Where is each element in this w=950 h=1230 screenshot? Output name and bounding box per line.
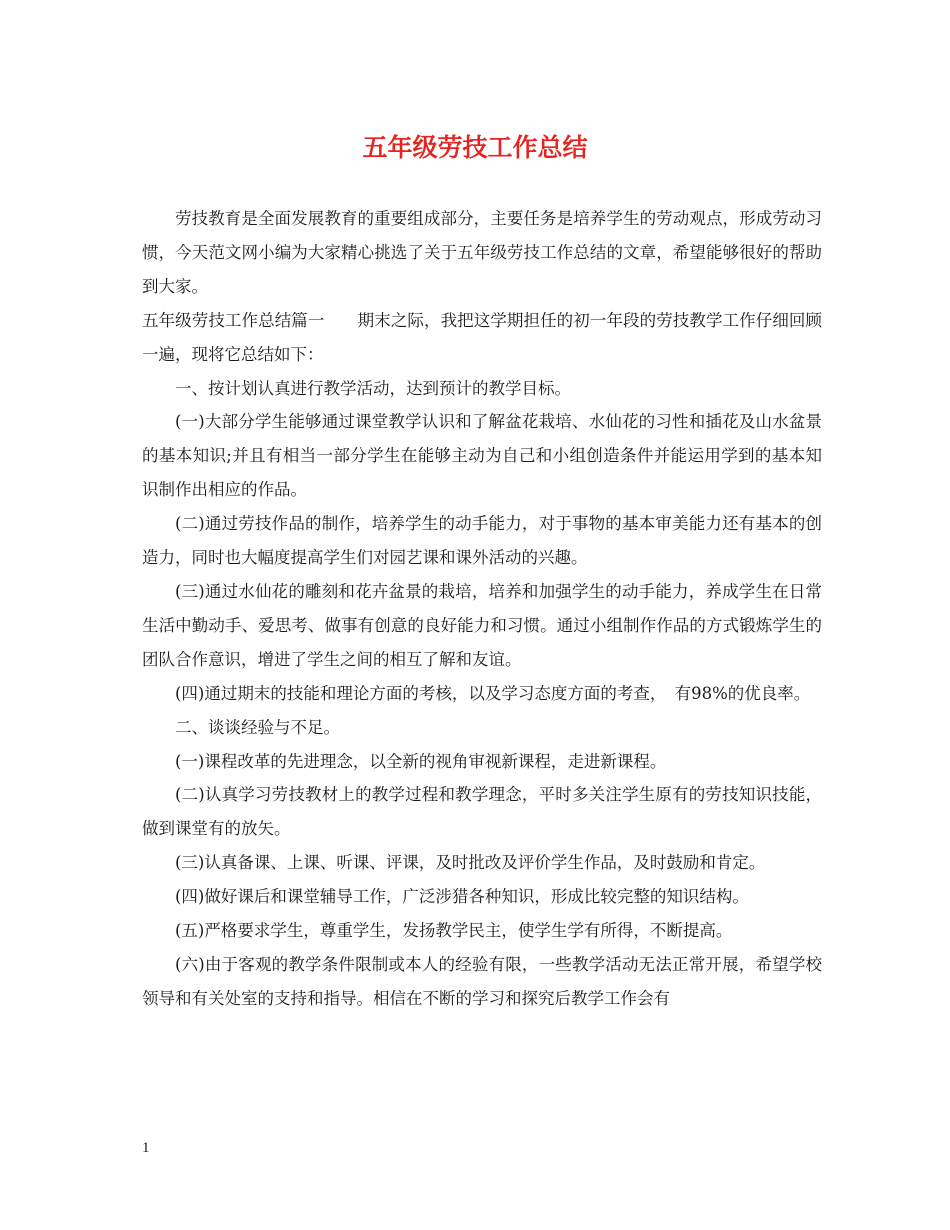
- page-number: 1: [142, 1140, 150, 1156]
- paragraph: (六)由于客观的教学条件限制或本人的经验有限，一些教学活动无法正常开展，希望学校领导和有关处室的支持和指导。相信在不断的学习和探究后教学工作会有: [142, 954, 822, 1008]
- paragraph: (三)认真备课、上课、听课、评课，及时批改及评价学生作品，及时鼓励和肯定。: [175, 853, 766, 873]
- paragraph: 五年级劳技工作总结篇一 期末之际，我把这学期担任的初一年段的劳技教学工作仔细回顾一遍，现将它总结如下：: [142, 310, 822, 364]
- paragraph: (四)通过期末的技能和理论方面的考核，以及学习态度方面的考查， 有98%的优良率。: [175, 683, 811, 703]
- paragraph: (三)通过水仙花的雕刻和花卉盆景的栽培，培养和加强学生的动手能力，养成学生在日常生活中勤动手、爱思考、做事有创意的良好能力和习惯。通过小组制作作品的方式锻炼学生的团队合作意识，增进了学生之间的相互了解和友谊。: [142, 581, 822, 669]
- paragraph: (二)通过劳技作品的制作，培养学生的动手能力，对于事物的基本审美能力还有基本的创造力，同时也大幅度提高学生们对园艺课和课外活动的兴趣。: [142, 514, 822, 568]
- paragraph: 劳技教育是全面发展教育的重要组成部分，主要任务是培养学生的劳动观点，形成劳动习惯，今天范文网小编为大家精心挑选了关于五年级劳技工作总结的文章，希望能够很好的帮助到大家。: [142, 209, 822, 296]
- paragraph: 一、按计划认真进行教学活动，达到预计的教学目标。: [175, 378, 571, 398]
- paragraph: (一)大部分学生能够通过课堂教学认识和了解盆花栽培、水仙花的习性和插花及山水盆景的基本知识;并且有相当一部分学生在能够主动为自己和小组创造条件并能运用学到的基本知识制作出相应的作品。: [142, 412, 822, 500]
- paragraph: (五)严格要求学生，尊重学生，发扬教学民主，使学生学有所得，不断提高。: [175, 921, 733, 941]
- document-title: 五年级劳技工作总结: [362, 133, 588, 162]
- paragraph: (二)认真学习劳技教材上的教学过程和教学理念，平时多关注学生原有的劳技知识技能，做到课堂有的放矢。: [142, 785, 822, 839]
- document-body: [142, 202, 822, 1016]
- paragraph: (四)做好课后和课堂辅导工作，广泛涉猎各种知识，形成比较完整的知识结构。: [175, 887, 749, 907]
- paragraph: (一)课程改革的先进理念，以全新的视角审视新课程，走进新课程。: [175, 751, 667, 771]
- paragraph: 二、谈谈经验与不足。: [175, 717, 340, 737]
